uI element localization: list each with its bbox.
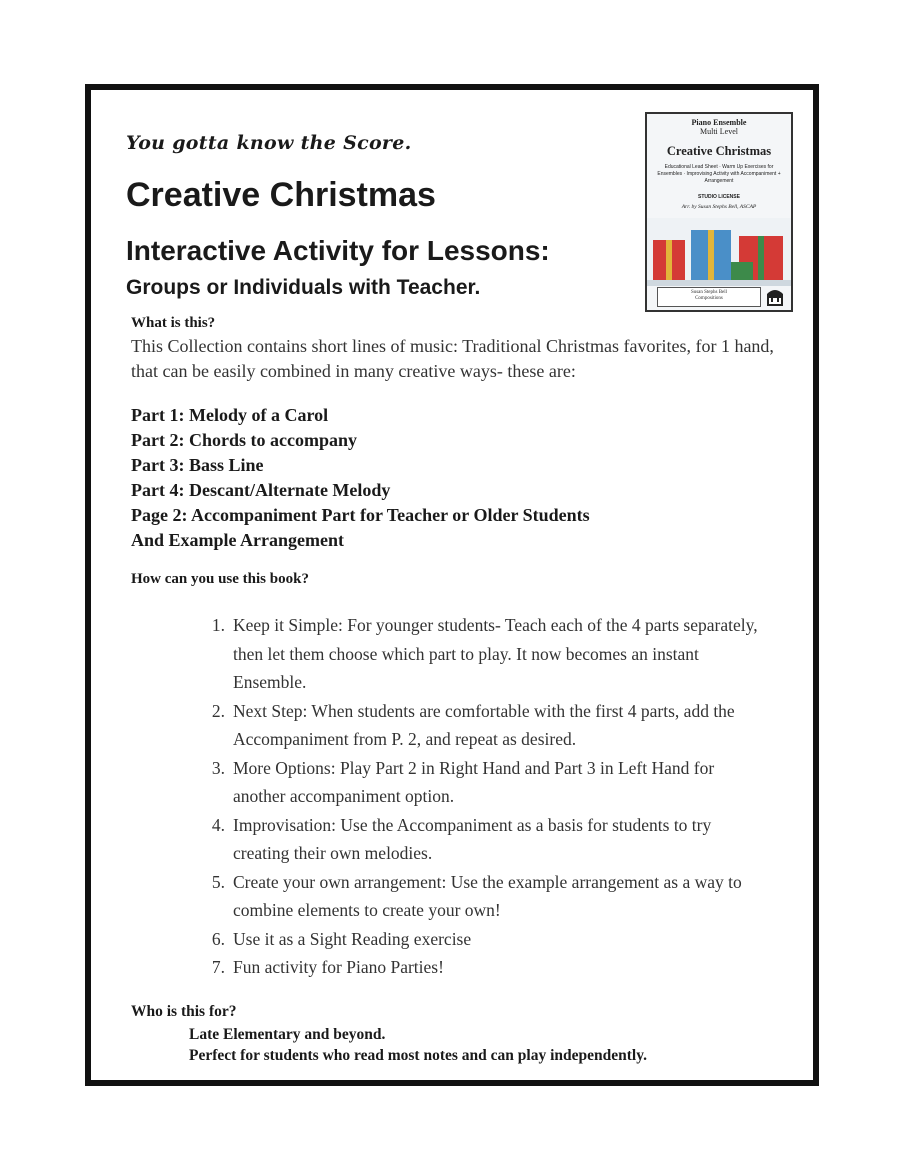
usage-text: Use it as a Sight Reading exercise (233, 928, 472, 949)
page-subtitle-secondary: Groups or Individuals with Teacher. (126, 276, 481, 299)
usage-item (201, 925, 766, 954)
cover-publisher-box (657, 287, 761, 307)
cover-footer-line-1: Susan Stephs Bell (690, 290, 728, 295)
usage-text: Create your own arrangement: Use the example arrangement as a way to combine elements to create your own! (233, 871, 742, 920)
cover-description: Educational Lead Sheet · Warm Up Exercises for Ensembles · Improvising Activity with Accompaniment + Arrangement (657, 164, 781, 184)
what-description: This Collection contains short lines of music: Traditional Christmas favorites, for 1 hand, that can be easily combined in many creative ways- these are: (131, 336, 774, 381)
cover-license: STUDIO LICENSE (698, 194, 740, 200)
page-title: Creative Christmas (126, 176, 436, 214)
usage-text: More Options: Play Part 2 in Right Hand and Part 3 in Left Hand for another accompaniment option. (233, 757, 715, 806)
part-item: Part 3: Bass Line (131, 455, 264, 475)
who-line-2: Perfect for students who read most notes and can play independently. (189, 1047, 647, 1064)
cover-author: Arr. by Susan Stephs Bell, ASCAP (681, 204, 757, 210)
usage-item (201, 754, 766, 811)
part-item: Part 1: Melody of a Carol (131, 405, 329, 425)
usage-number: 5. (211, 871, 225, 892)
usage-number: 4. (211, 814, 225, 835)
usage-item (201, 611, 766, 697)
part-item: And Example Arrangement (131, 530, 344, 550)
page-subtitle: Interactive Activity for Lessons: (126, 235, 550, 266)
part-item: Page 2: Accompaniment Part for Teacher or Older Students (131, 505, 590, 525)
usage-text: Next Step: When students are comfortable with the first 4 parts, add the Accompaniment from P. 2, and repeat as desired. (233, 700, 735, 749)
how-heading: How can you use this book? (131, 571, 309, 587)
who-description (189, 1024, 647, 1066)
usage-text: Keep it Simple: For younger students- Teach each of the 4 parts separately, then let them choose which part to play. It now becomes an instant Ensemble. (233, 615, 758, 692)
parts-list (131, 403, 590, 553)
cover-line-1: Piano Ensemble (691, 118, 747, 127)
usage-item (201, 697, 766, 754)
usage-item (201, 953, 766, 982)
piano-logo-icon (765, 286, 785, 308)
usage-item (201, 811, 766, 868)
cover-footer-line-2: Compositions (695, 296, 723, 301)
part-item: Part 2: Chords to accompany (131, 430, 357, 450)
usage-number: 1. (211, 615, 225, 635)
usage-item (201, 868, 766, 925)
what-heading: What is this? (131, 315, 216, 331)
document-page (85, 84, 819, 1086)
usage-text: Improvisation: Use the Accompaniment as a basis for students to try creating their own melodies. (233, 814, 712, 863)
gift-boxes-illustration (647, 218, 791, 286)
usage-number: 6. (211, 928, 225, 949)
who-line-1: Late Elementary and beyond. (189, 1026, 386, 1043)
who-heading: Who is this for? (131, 1003, 237, 1020)
usage-list (201, 611, 766, 982)
usage-number: 2. (211, 700, 225, 721)
cover-title: Creative Christmas (666, 144, 772, 158)
cover-line-2: Multi Level (700, 127, 738, 136)
book-cover-image (645, 112, 793, 312)
tagline: You gotta know the Score. (126, 132, 412, 154)
usage-number: 3. (211, 757, 225, 778)
usage-number: 7. (211, 957, 225, 977)
usage-text: Fun activity for Piano Parties! (233, 957, 444, 977)
part-item: Part 4: Descant/Alternate Melody (131, 480, 391, 500)
